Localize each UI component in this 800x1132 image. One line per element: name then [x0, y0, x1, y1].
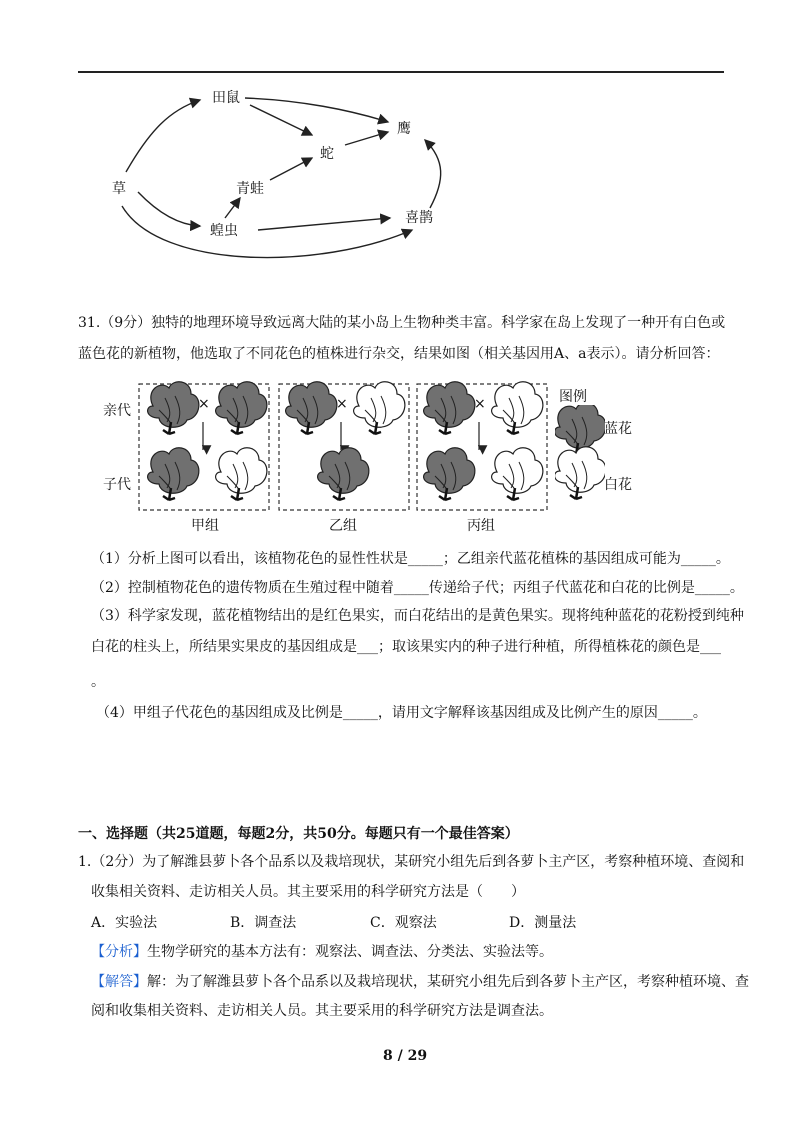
group-b-label: 乙组	[329, 518, 357, 534]
arrow-frog-snake	[270, 158, 312, 180]
cross-symbol-c: ×	[474, 396, 486, 412]
legend-swatches	[555, 405, 605, 505]
node-field-mouse: 田鼠	[212, 90, 240, 106]
legend-white-label: 白花	[604, 477, 632, 493]
node-grass: 草	[112, 181, 126, 197]
arrow-grass-magpie	[122, 206, 412, 258]
row-label-parent: 亲代	[103, 403, 131, 419]
page-number: 8 / 29	[383, 1048, 428, 1064]
answer-label: 【解答】	[91, 974, 147, 990]
group-c-parent-white	[492, 382, 543, 434]
food-web-diagram	[100, 80, 460, 270]
legend-blue-label: 蓝花	[604, 421, 632, 437]
q31-intro-line2: 蓝色花的新植物，他选取了不同花色的植株进行杂交，结果如图（相关基因用A、a表示）。请分析回答：	[78, 346, 720, 362]
group-c-label: 丙组	[467, 518, 495, 534]
analysis-label: 【分析】	[91, 944, 147, 960]
node-snake: 蛇	[320, 146, 334, 162]
arrow-grass-grasshopper	[138, 192, 200, 226]
node-eagle: 鹰	[397, 121, 411, 137]
option-c: C．观察法	[370, 915, 437, 931]
group-b-child-blue	[318, 448, 369, 500]
node-frog: 青蛙	[236, 181, 264, 197]
legend-title: 图例	[559, 389, 587, 405]
cross-symbol-a: ×	[198, 396, 210, 412]
arrow-snake-eagle	[345, 132, 388, 145]
q31-part3-line1: （3）科学家发现，蓝花植物结出的是红色果实，而白花结出的是黄色果实。现将纯种蓝花的花粉授到纯种	[91, 608, 744, 624]
group-a-parent-blue-2	[216, 382, 267, 434]
q1-line1: 1.（2分）为了解潍县萝卜各个品系以及栽培现状，某研究小组先后到各萝卜主产区，考察种植环境、查阅和	[78, 854, 745, 870]
section-heading: 一、选择题（共25道题，每题2分，共50分。每题只有一个最佳答案）	[78, 826, 519, 842]
option-a: A．实验法	[91, 915, 158, 931]
analysis-text: 生物学研究的基本方法有：观察法、调查法、分类法、实验法等。	[147, 944, 553, 960]
cross-symbol-b: ×	[336, 396, 348, 412]
arrow-magpie-eagle	[425, 140, 441, 208]
answer-text-1: 解：为了解潍县萝卜各个品系以及栽培现状，某研究小组先后到各萝卜主产区，考察种植环境、查	[147, 974, 749, 990]
arrow-grasshopper-frog	[225, 198, 240, 218]
group-a-child-blue	[148, 448, 199, 500]
answer-line2: 阅和收集相关资料、走访相关人员。其主要采用的科学研究方法是调查法。	[91, 1003, 553, 1019]
q31-part3-line3: 。	[91, 674, 105, 690]
analysis-line	[91, 942, 553, 962]
option-b: B．调查法	[230, 915, 297, 931]
q31-part1: （1）分析上图可以看出，该植物花色的显性性状是_____；乙组亲代蓝花植株的基因组成可能为_____。	[91, 551, 730, 567]
row-label-child: 子代	[103, 477, 131, 493]
arrow-mouse-snake	[250, 105, 312, 135]
q31-part4: （4）甲组子代花色的基因组成及比例是_____，请用文字解释该基因组成及比例产生的原因_____。	[96, 705, 707, 721]
group-a-child-white	[216, 448, 267, 500]
q31-part2: （2）控制植物花色的遗传物质在生殖过程中随着_____传递给子代；丙组子代蓝花和白花的比例是_____。	[91, 580, 744, 596]
group-b-parent-white	[354, 382, 405, 434]
group-c-child-blue	[424, 448, 475, 500]
legend-blue-flower	[555, 405, 605, 455]
arrow-grass-mouse	[126, 100, 200, 172]
group-b-parent-blue	[286, 382, 337, 434]
group-c-child-white	[492, 448, 543, 500]
group-a-parent-blue-1	[148, 382, 199, 434]
q1-line2: 收集相关资料、走访相关人员。其主要采用的科学研究方法是（ ）	[91, 884, 525, 900]
arrow-grasshopper-magpie	[258, 218, 390, 230]
arrow-mouse-eagle	[245, 98, 388, 122]
node-grasshopper: 蝗虫	[210, 223, 238, 239]
legend-white-flower	[555, 447, 605, 499]
top-rule	[78, 71, 724, 73]
group-c-parent-blue	[424, 382, 475, 434]
answer-line1	[91, 972, 749, 992]
q31-intro-line1: 31.（9分）独特的地理环境导致远离大陆的某小岛上生物种类丰富。科学家在岛上发现了一种开有白色或	[78, 315, 726, 331]
node-magpie: 喜鹊	[405, 210, 433, 226]
q31-part3-line2: 白花的柱头上，所结果实果皮的基因组成是___；取该果实内的种子进行种植，所得植株花的颜色是___	[91, 639, 721, 655]
group-a-label: 甲组	[191, 518, 219, 534]
option-d: D．测量法	[509, 915, 577, 931]
